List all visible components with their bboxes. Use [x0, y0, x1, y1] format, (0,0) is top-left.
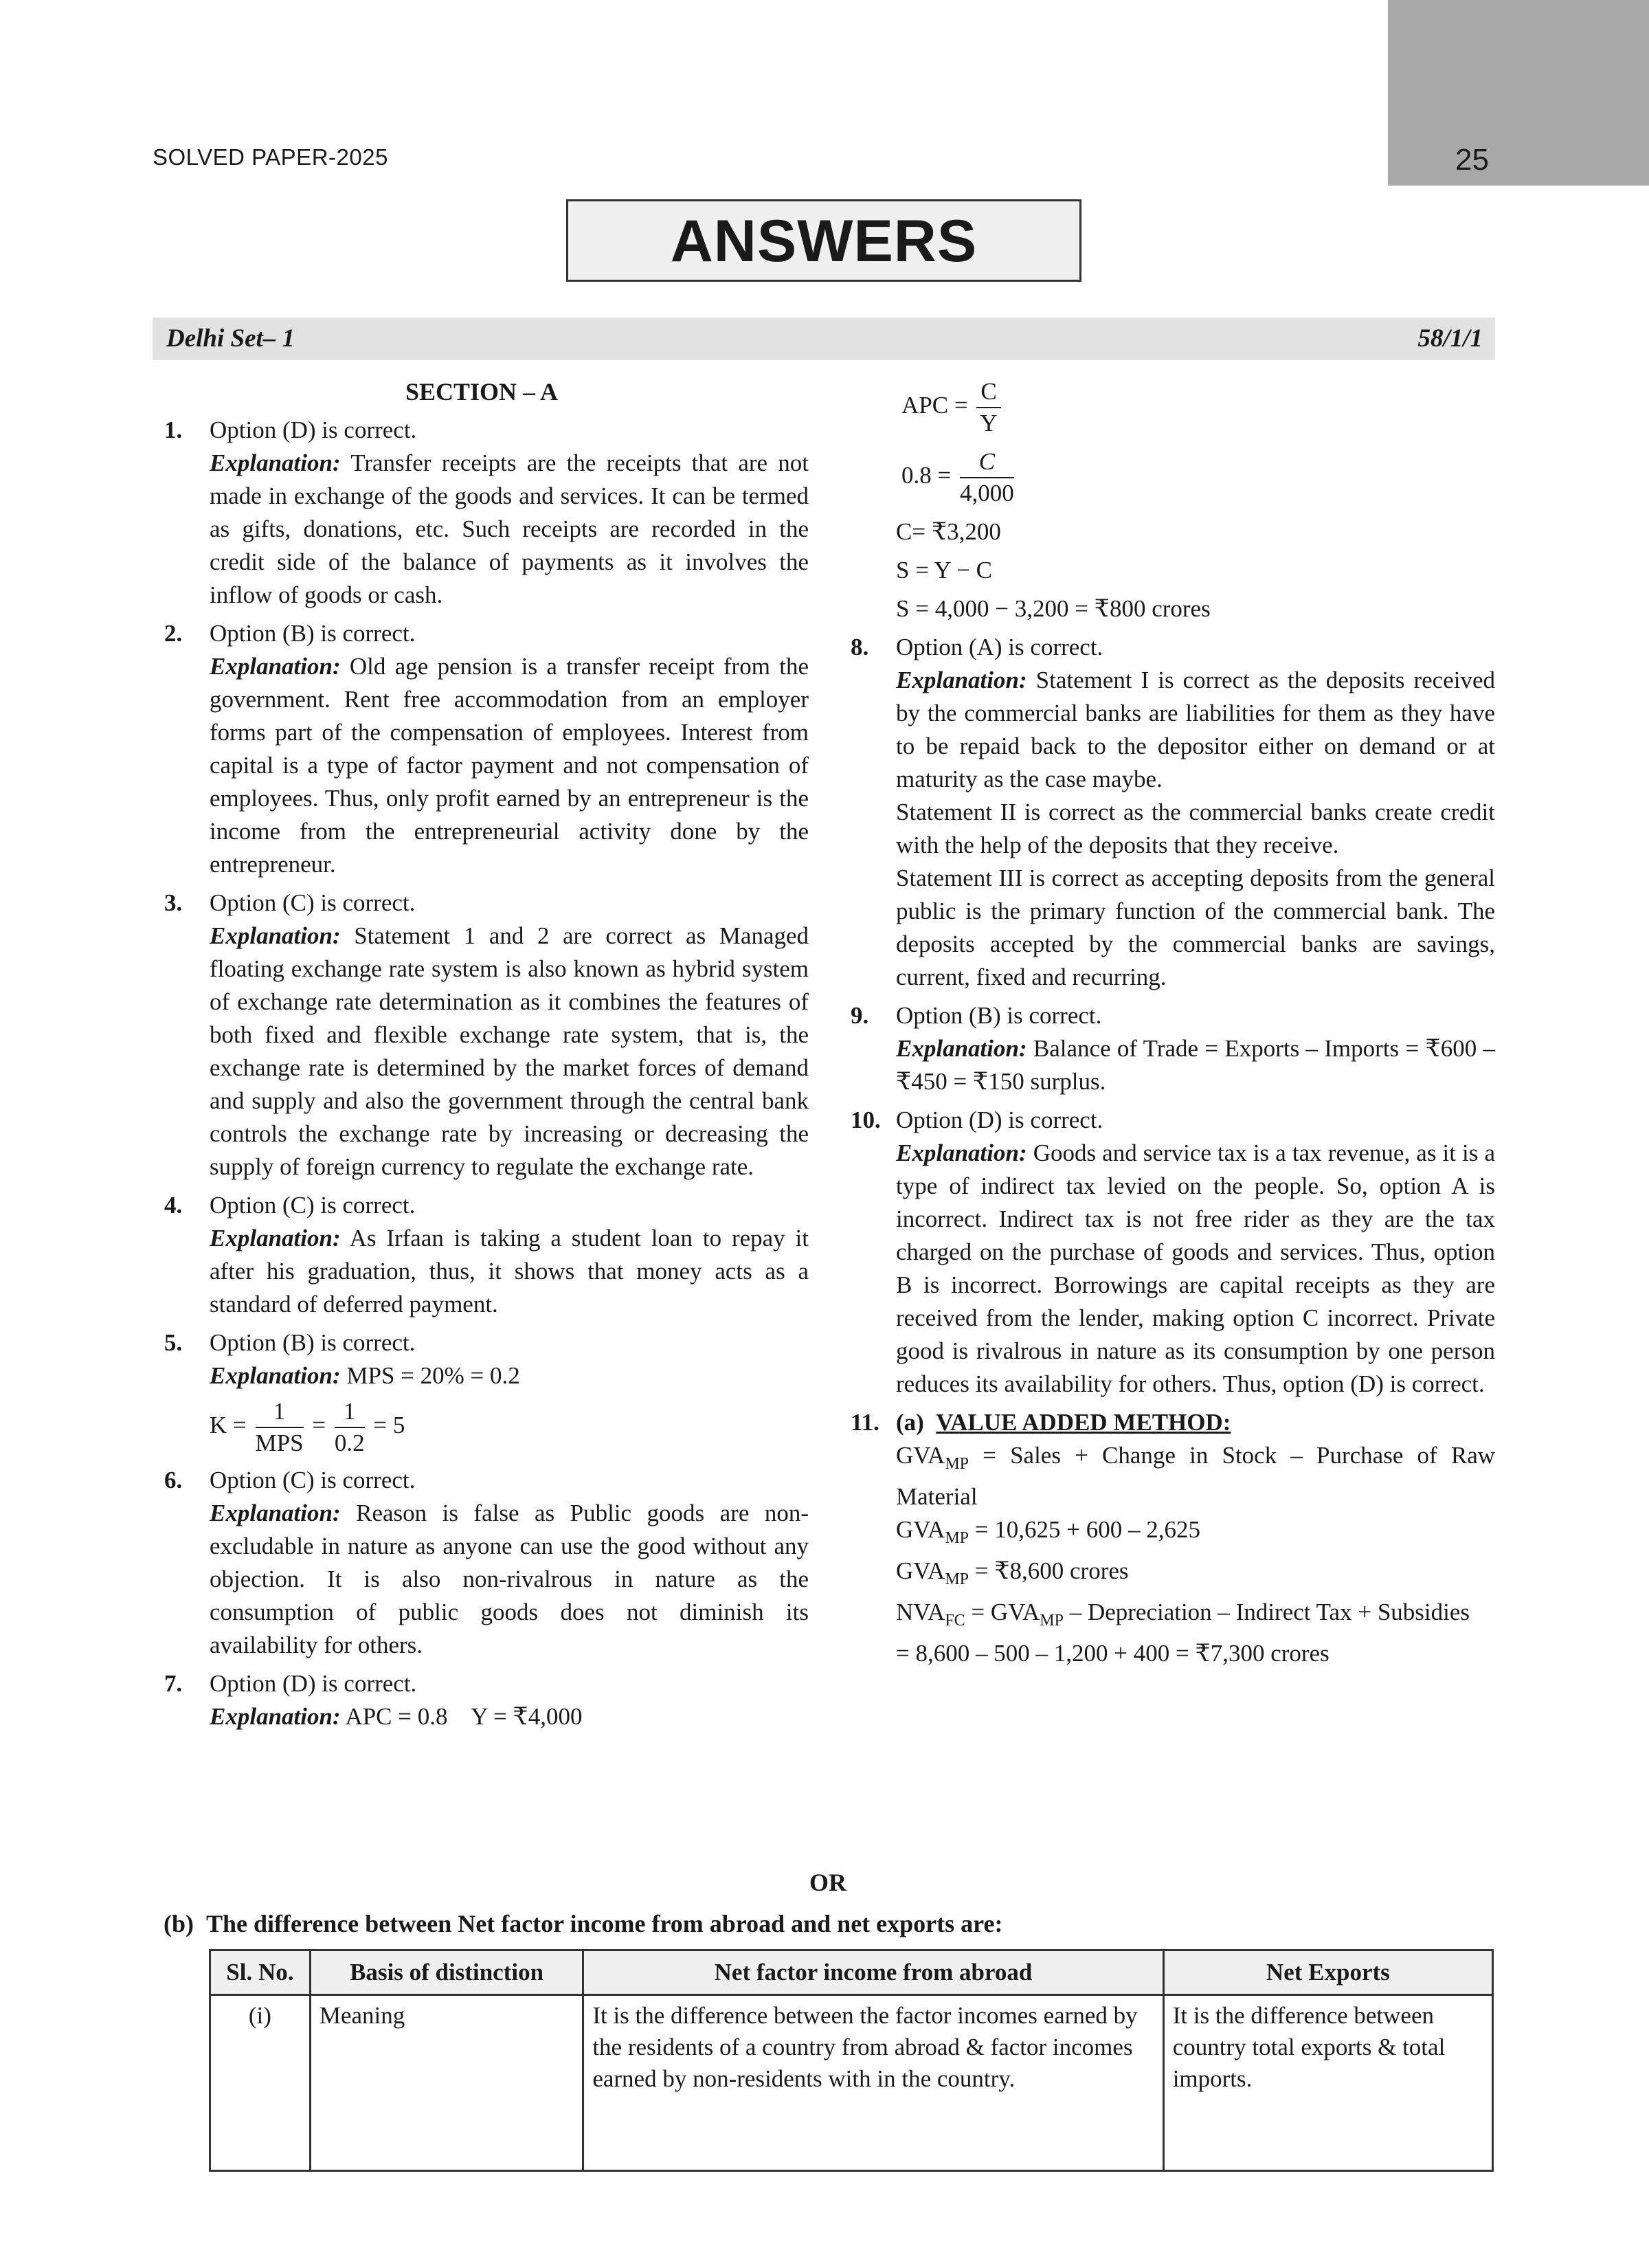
expr: = 10,625 + 600 – 2,625 — [969, 1516, 1200, 1543]
explanation-8 — [841, 664, 1495, 796]
question-6 — [155, 1464, 809, 1497]
table-header: Net factor income from abroad — [583, 1950, 1163, 1995]
explanation-7 — [155, 1700, 809, 1733]
q-option: Option (D) is correct. — [210, 416, 417, 443]
gva-line-3 — [841, 1555, 1495, 1596]
q-number: 5. — [164, 1329, 183, 1356]
q-option: Option (B) is correct. — [896, 1002, 1102, 1029]
explanation-9 — [841, 1032, 1495, 1098]
equals: = — [312, 1412, 326, 1439]
fraction-c-4000 — [960, 447, 1014, 509]
gva-line-1 — [841, 1439, 1495, 1513]
page-number: 25 — [1455, 143, 1489, 177]
explanation-1 — [155, 447, 809, 612]
q-option: Option (C) is correct. — [210, 1192, 416, 1219]
subscript: MP — [945, 1455, 969, 1473]
running-head: SOLVED PAPER-2025 — [153, 144, 388, 170]
explanation-text: APC = 0.8 Y = ₹4,000 — [345, 1703, 583, 1730]
explanation-text: As Irfaan is taking a student loan to repay it after his graduation, thus, it shows that money acts as a standard of deferred payment. — [210, 1225, 809, 1318]
gva: GVA — [896, 1557, 945, 1584]
denominator: 0.2 — [334, 1430, 365, 1456]
explanation-text: Old age pension is a transfer receipt from the government. Rent free accommodation from an employer forms part of the compensation of employees. Interest from capital is a type of factor payment and not compensation of employees. Thus, only profit earned by an entrepreneur is the income from the entrepreneurial activity done by the entrepreneur. — [210, 653, 809, 878]
table-cell: It is the difference between the factor incomes earned by the residents of a country from abroad & factor incomes earned by non-residents with in the country. — [583, 1995, 1163, 2171]
subscript: FC — [945, 1612, 965, 1630]
nva-line — [841, 1596, 1495, 1637]
q-option: Option (C) is correct. — [210, 889, 416, 916]
question-5 — [155, 1326, 809, 1359]
nva: NVA — [896, 1599, 945, 1625]
q-option: Option (A) is correct. — [896, 634, 1103, 660]
table-header-row — [210, 1950, 1493, 1995]
question-7 — [155, 1667, 809, 1700]
q-number: 2. — [164, 620, 183, 647]
table-row — [210, 1995, 1493, 2171]
explanation-10 — [841, 1137, 1495, 1401]
q-number: 4. — [164, 1192, 183, 1219]
part-a-label: (a) — [896, 1409, 924, 1436]
explanation-label: Explanation: — [210, 922, 341, 949]
expr: = GVA — [965, 1599, 1040, 1625]
method-title: VALUE ADDED METHOD: — [936, 1409, 1231, 1436]
q-option: Option (D) is correct. — [896, 1107, 1103, 1133]
formula-k: K = — [210, 1412, 247, 1439]
numerator: C — [976, 377, 1000, 408]
explanation-text: Transfer receipts are the receipts that are not made in exchange of the goods and services. It can be termed as gifts, donations, etc. Such receipts are recorded in the credit side of the balance of payments as it involves the inflow of goods or cash. — [210, 449, 809, 608]
explanation-label: Explanation: — [896, 1139, 1027, 1166]
table-header: Net Exports — [1163, 1950, 1492, 1995]
q-number: 9. — [851, 1002, 869, 1029]
statement-2: Statement II is correct as the commercial banks create credit with the help of the deposits that they receive. — [896, 799, 1495, 858]
fraction-1-02 — [335, 1397, 365, 1458]
apc-formula — [841, 377, 1495, 438]
expr: = Sales + Change in Stock – Purchase of Raw Material — [896, 1442, 1495, 1510]
numerator: 1 — [256, 1397, 304, 1428]
explanation-2 — [155, 650, 809, 881]
q-option: Option (C) is correct. — [210, 1467, 416, 1493]
question-1 — [155, 414, 809, 447]
question-4 — [155, 1189, 809, 1222]
explanation-text: Statement 1 and 2 are correct as Managed floating exchange rate system is also known as hybrid system of exchange rate determination as it combines the features of both fixed and flexible exchange rate system, that is, the exchange rate is determined by the market forces of demand and supply and also the government through the central bank controls the exchange rate by increasing or decreasing the supply of foreign currency to regulate the exchange rate. — [210, 922, 809, 1180]
subscript: MP — [945, 1570, 969, 1588]
part-b-question — [164, 1909, 1002, 1938]
apc-label: APC = — [901, 392, 968, 419]
left-column — [155, 375, 809, 1733]
question-9 — [841, 999, 1495, 1032]
fraction-1-mps — [256, 1397, 304, 1458]
expr: = ₹8,600 crores — [969, 1557, 1129, 1584]
explanation-text: Balance of Trade = Exports – Imports = ₹600 – ₹450 = ₹150 surplus. — [896, 1035, 1496, 1095]
explanation-6 — [155, 1497, 809, 1662]
explanation-label: Explanation: — [210, 449, 341, 476]
calc-line: S = Y − C — [896, 557, 992, 583]
explanation-label: Explanation: — [896, 1035, 1027, 1062]
section-title: SECTION – A — [405, 378, 559, 405]
explanation-5 — [155, 1359, 809, 1392]
numerator: C — [960, 447, 1014, 478]
part-b-label: (b) — [164, 1910, 194, 1937]
explanation-label: Explanation: — [210, 1362, 341, 1389]
subscript: MP — [945, 1529, 969, 1547]
part-b-title: The difference between Net factor income from abroad and net exports are: — [206, 1910, 1003, 1937]
expr: – Depreciation – Indirect Tax + Subsidies — [1063, 1599, 1470, 1625]
fraction-c-y — [976, 377, 1000, 438]
apc-value-formula — [841, 447, 1495, 509]
corner-tab — [1388, 0, 1649, 186]
q-number: 8. — [851, 634, 869, 660]
gva: GVA — [896, 1516, 945, 1543]
explanation-label: Explanation: — [210, 1225, 341, 1252]
explanation-text: Statement I is correct as the deposits received by the commercial banks are liabilities for them as they have to be repaid back to the depositor either on demand or at maturity as the case maybe. — [896, 667, 1495, 792]
q-number: 1. — [164, 416, 183, 443]
calc-line: C= ₹3,200 — [896, 518, 1001, 545]
question-11 — [841, 1406, 1495, 1439]
multiplier-formula — [155, 1397, 809, 1458]
subscript: MP — [1040, 1612, 1064, 1630]
numerator: 1 — [335, 1397, 365, 1428]
set-bar — [153, 318, 1495, 360]
q-number: 7. — [164, 1670, 183, 1697]
right-column — [841, 377, 1495, 1670]
question-2 — [155, 617, 809, 650]
nva-result: = 8,600 – 500 – 1,200 + 400 = ₹7,300 crores — [896, 1640, 1330, 1667]
denominator: Y — [980, 410, 998, 436]
answers-title: ANSWERS — [566, 199, 1081, 282]
table-cell: (i) — [210, 1995, 311, 2171]
q-number: 11. — [851, 1409, 879, 1436]
explanation-4 — [155, 1222, 809, 1321]
formula-result: = 5 — [373, 1412, 405, 1439]
denominator: 4,000 — [960, 480, 1014, 507]
set-code: 58/1/1 — [1417, 324, 1483, 353]
q-option: Option (B) is correct. — [210, 620, 416, 647]
q-option: Option (B) is correct. — [210, 1329, 416, 1356]
question-8 — [841, 631, 1495, 664]
or-separator: OR — [809, 1869, 846, 1896]
q-number: 6. — [164, 1467, 183, 1493]
question-10 — [841, 1104, 1495, 1137]
question-3 — [155, 887, 809, 920]
denominator: MPS — [255, 1430, 304, 1456]
apc-value: 0.8 = — [901, 462, 952, 489]
table-cell: Meaning — [310, 1995, 583, 2171]
comparison-table — [209, 1949, 1494, 2172]
statement-3: Statement III is correct as accepting deposits from the general public is the primary function of the commercial bank. The deposits accepted by the commercial banks are savings, current, fixed and recurring. — [896, 865, 1495, 990]
table-cell: It is the difference between country total exports & total imports. — [1163, 1995, 1492, 2171]
calc-line: S = 4,000 − 3,200 = ₹800 crores — [896, 595, 1211, 622]
explanation-text: Reason is false as Public goods are non-excludable in nature as anyone can use the good without any objection. It is also non-rivalrous in nature as the consumption of public goods does not diminish its availability for others. — [210, 1500, 809, 1658]
q-number: 3. — [164, 889, 183, 916]
gva: GVA — [896, 1442, 945, 1469]
gva-line-2 — [841, 1513, 1495, 1555]
explanation-label: Explanation: — [210, 653, 341, 680]
table-header: Basis of distinction — [310, 1950, 583, 1995]
q-number: 10. — [851, 1107, 881, 1133]
explanation-3 — [155, 920, 809, 1183]
set-name: Delhi Set– 1 — [166, 324, 295, 353]
q-option: Option (D) is correct. — [210, 1670, 417, 1697]
explanation-label: Explanation: — [210, 1703, 341, 1730]
explanation-label: Explanation: — [896, 667, 1027, 693]
explanation-label: Explanation: — [210, 1500, 341, 1526]
explanation-text: Goods and service tax is a tax revenue, as it is a type of indirect tax levied on the people. So, option A is incorrect. Indirect tax is not free rider as they are the tax charged on the purchase of goods and services. Thus, option B is incorrect. Borrowings are capital receipts as they are received from the lender, making option C incorrect. Private good is rivalrous in nature as its consumption by one person reduces its availability for others. Thus, option (D) is correct. — [896, 1139, 1496, 1397]
explanation-text: MPS = 20% = 0.2 — [346, 1362, 520, 1389]
table-header: Sl. No. — [210, 1950, 311, 1995]
